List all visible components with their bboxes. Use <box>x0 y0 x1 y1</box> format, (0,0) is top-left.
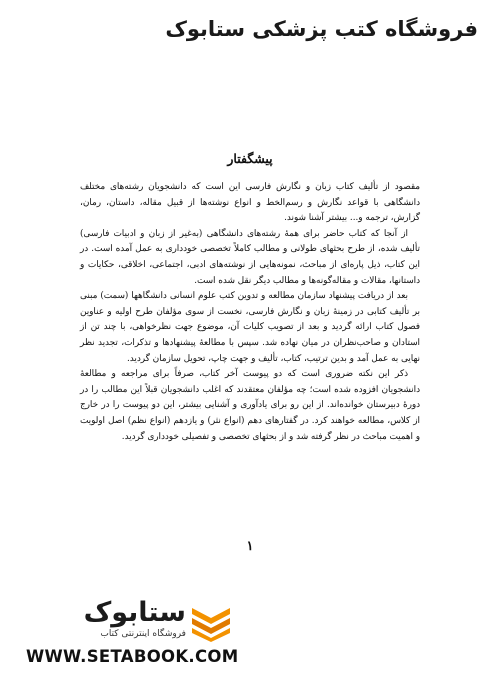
store-title: فروشگاه کتب پزشکی ستابوک <box>165 17 478 41</box>
page-number: ۱ <box>246 539 254 554</box>
preface-heading: پیشگفتار <box>227 151 273 166</box>
logo-brand: ستابوک <box>83 597 186 628</box>
website-url[interactable]: WWW.SETABOOK.COM <box>26 647 239 666</box>
logo-text <box>44 598 186 644</box>
preface-paragraph-3: بعد از دریافت پیشنهاد سازمان مطالعه و تدوین کتب علوم انسانی دانشگاهها (سمت) مبنی بر تألیف کتابی در زمینهٔ زبان و نگارش فارسی، نخست از سوی مؤلفان طرح اولیه و عناوین فصول کتاب ارائه گردید و بعد از تصویب کلیات آن، موضوع جهت نظرخواهی، با چند تن از استادان و صاحب‌نظران در میان نهاده شد. سپس با مطالعهٔ پیشنهادها و تذکرات، تجدید نظر نهایی به عمل آمد و بدین ترتیب، کتاب، تألیف و جهت چاپ، تحویل سازمان گردید. <box>80 291 420 364</box>
setabook-logo <box>44 598 234 644</box>
logo-tagline: فروشگاه اینترنتی کتاب <box>100 629 186 639</box>
preface-paragraph-1: مقصود از تألیف کتاب زبان و نگارش فارسی این است که دانشجویان رشته‌های مختلف دانشگاهی با قواعد نگارش و رسم‌الخط و انواع نوشته‌ها از قبیل مقاله، داستان، رمان، گزارش، ترجمه و... بیشتر آشنا شوند. <box>80 182 420 224</box>
preface-paragraph-2: از آنجا که کتاب حاضر برای همهٔ رشته‌های دانشگاهی (به‌غیر از زبان و ادبیات فارسی) تألیف شده، از طرح بحثهای طولانی و مطالب کاملاً تخصصی خودداری به عمل آمده است. در این کتاب، ذیل پاره‌ای از مباحث، نمونه‌هایی از نوشته‌های ادبی، اجتماعی، اخلاقی، حکایات و داستانها، مقالات و مقاله‌گونه‌ها و مطالب دیگر نقل شده است. <box>80 228 420 286</box>
stacked-chevron-books-icon <box>190 600 232 642</box>
preface-body <box>80 180 420 445</box>
preface-paragraph-4: ذکر این نکته ضروری است که دو پیوست آخر کتاب، صرفاً برای مراجعه و مطالعهٔ دانشجویان افزوده شده است؛ چه مؤلفان معتقدند که اغلب دانشجویان قبلاً این مطالب را در دورهٔ دبیرستان خوانده‌اند. از این رو برای یادآوری و آشنایی بیشتر، این دو پیوست را در خارج از کلاس، مطالعه خواهند کرد. در گفتارهای دهم (انواع نثر) و یازدهم (انواع نظم) اصل اولویت و اهمیت مباحث در نظر گرفته شد و از بحثهای تخصصی و تفصیلی خودداری گردید. <box>80 369 420 442</box>
